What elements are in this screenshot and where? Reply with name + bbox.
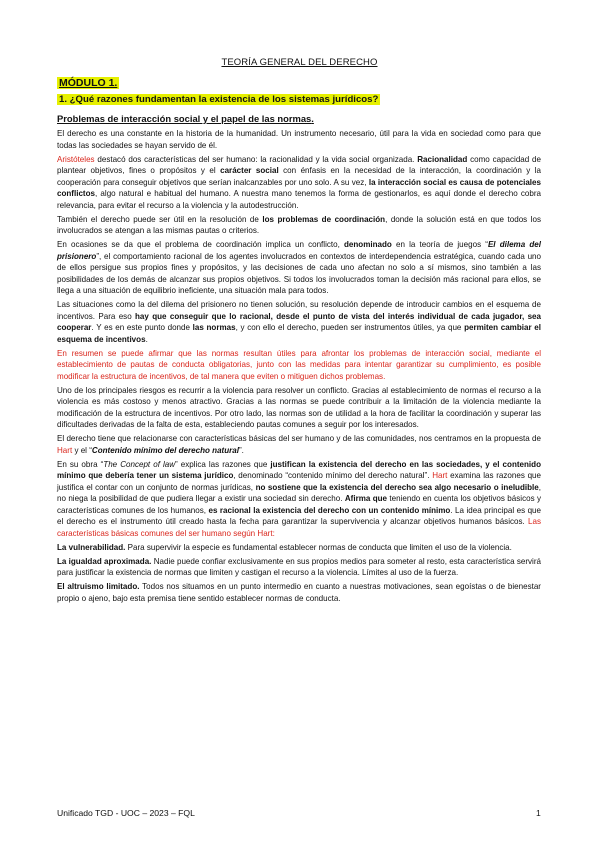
document-body: [57, 128, 541, 607]
text-run: ”, el comportamiento racional de los agentes involucrados en contextos de interdependencia estratégica, cuando cada uno de ellos persigue sus propios fines y propósitos, y las decisiones de cada uno afectan no solo a sí mismos, sino también a las posibilidades de los demás de alcanzar sus propios objetivos. Si todos los involucrados toman la decisión más racional para ellos, se llega a una situación de equilibrio ineficiente, una situación mala para todos.: [57, 251, 541, 295]
text-run: , y con ello el derecho, pueden ser instrumentos útiles, ya que: [235, 323, 465, 332]
paragraph: [57, 433, 541, 456]
text-run: carácter social: [220, 166, 279, 175]
text-run: , denominado “contenido mínimo del derecho natural”.: [233, 471, 433, 480]
text-run: El derecho es una constante en la historia de la humanidad. Un instrumento necesario, útil para la vida en sociedad como para que todas las sociedades se hayan servido de él.: [57, 129, 541, 150]
text-run: También el derecho puede ser útil en la resolución de: [57, 214, 263, 224]
text-run: la interacción social es causa de potenciales conflictos: [57, 177, 541, 198]
footer-text: Unificado TGD - UOC – 2023 – FQL: [57, 808, 195, 818]
text-run: , no niega la posibilidad de que pudiera llegar a existir una sociedad sin derecho.: [57, 482, 541, 503]
paragraph: [57, 348, 541, 383]
text-run: Aristóteles: [57, 154, 95, 164]
text-run: Uno de los principales riesgos es recurrir a la violencia para resolver un conflicto. Gracias al establecimiento de normas el recurso a la violencia es más costoso y menos atractivo. Gracias a las normas se puede contribuir a la limitación de la violencia mediante la modificación de la estructura de incentivos. Por otro lado, las normas son de utilidad a la hora de facilitar la coordinación y superar las dificultades derivadas de la falta de esta, estableciendo pautas comunes a seguir por los interesados.: [57, 385, 541, 429]
text-run: los problemas de coordinación: [262, 214, 386, 224]
text-run: El derecho tiene que relacionarse con características básicas del ser humano y de las comunidades, nos centramos en la propuesta de: [57, 434, 541, 443]
text-run: permiten cambiar el esquema de incentivos: [57, 323, 541, 344]
text-run: El dilema del prisionero: [57, 240, 541, 261]
text-run: Hart: [57, 445, 73, 455]
text-run: Las situaciones como la del dilema del prisionero no tienen solución, su resolución depende de introducir cambios en el esquema de incentivos. Para eso: [57, 300, 541, 321]
text-run: Contenido mínimo del derecho natural: [91, 445, 239, 455]
text-run: justifican la existencia del derecho en las sociedades, y el contenido mínimo que debería tener un sistema jurídico: [57, 459, 541, 480]
text-run: destacó dos características del ser humano: la racionalidad y la vida social organizada.: [94, 154, 418, 164]
text-run: Racionalidad: [417, 154, 468, 164]
document-title: TEORÍA GENERAL DEL DERECHO: [221, 57, 378, 68]
text-run: Afirma que: [344, 494, 388, 503]
text-run: . Y es en este punto donde: [91, 323, 193, 332]
text-run: las normas: [192, 323, 236, 332]
text-run: , algo natural e habitual del humano. A nuestra mano tenemos la forma de gestionarlos, es aquí donde el derecho cobra relevancia, para evitar el recurso a la violencia y la autodestrucción.: [57, 189, 541, 210]
text-run: The Concept of law: [103, 459, 176, 469]
text-run: examina las razones que justifica el contar con un conjunto de normas jurídicas,: [57, 471, 541, 492]
text-run: Para supervivir la especie es fundamental establecer normas de conducta que limiten el uso de la violencia.: [125, 542, 512, 552]
text-run: El altruismo limitado.: [57, 582, 140, 591]
question-heading: 1. ¿Qué razones fundamentan la existencia de los sistemas jurídicos?: [59, 94, 379, 105]
paragraph: [57, 385, 541, 431]
page-number: 1: [536, 808, 541, 818]
module-heading: MÓDULO 1.: [59, 77, 118, 89]
paragraph: [57, 556, 541, 579]
text-run: Hart: [432, 471, 448, 480]
paragraph: [57, 154, 541, 212]
text-run: En ocasiones se da que el problema de coordinación implica un conflicto,: [57, 240, 344, 249]
text-run: , donde la solución está en que todos los involucrados se atengan a las mismas pautas o criterios.: [57, 214, 541, 235]
text-run: Las características básicas comunes del ser humano según Hart:: [57, 517, 541, 538]
paragraph: [57, 581, 541, 604]
text-run: . La idea principal es que el derecho es el instrumento útil creado hasta la fecha para garantizar la supervivencia y alcanzar objetivos humanos básicos.: [57, 505, 541, 526]
text-run: ”.: [238, 445, 244, 455]
text-run: En resumen se puede afirmar que las normas resultan útiles para afrontar los problemas de interacción social, mediante el establecimiento de pautas de conducta obligatorias, junto con las medidas para intentar garantizar su cumplimiento, es posible modificar la estructura de incentivos, de tal manera que eviten o mitiguen dichos problemas.: [57, 348, 541, 381]
text-run: La igualdad aproximada.: [57, 556, 152, 566]
text-run: ” explica las razones que: [175, 459, 271, 469]
text-run: Todos nos situamos en un punto intermedio en cuanto a nuestras motivaciones, sean egoístas o de bienestar propio o ajeno, bajo esta premisa tiene sentido establecer normas de conducta.: [57, 582, 541, 603]
text-run: En su obra “: [57, 459, 104, 469]
text-run: La vulnerabilidad.: [57, 542, 126, 552]
paragraph: [57, 542, 541, 554]
text-run: denominado: [344, 240, 392, 249]
text-run: .: [145, 334, 148, 344]
text-run: Nadie puede confiar exclusivamente en sus propios medios para someter al resto, esta característica servirá para justificar la existencia de normas que limiten y castigan el recurso a la violencia. Límites al uso de la fuerza.: [57, 556, 541, 577]
paragraph: [57, 299, 541, 345]
text-run: y el “: [72, 445, 92, 455]
text-run: no sostiene que la existencia del derecho sea algo necesario o ineludible: [255, 482, 539, 492]
section-heading: Problemas de interacción social y el papel de las normas.: [57, 113, 314, 124]
text-run: teniendo en cuenta los objetivos básicos y características comunes de los humanos,: [57, 494, 541, 515]
paragraph: [57, 459, 541, 540]
text-run: hay que conseguir que lo racional, desde el punto de vista del interés individual de cada jugador, sea cooperar: [57, 311, 542, 332]
paragraph: [57, 214, 541, 237]
section-heading-text: Problemas de interacción social y el papel de las normas: [57, 113, 312, 124]
text-run: como capacidad de plantear objetivos, fines o propósitos y el: [57, 154, 541, 175]
text-run: es racional la existencia del derecho con un contenido mínimo: [208, 505, 451, 515]
paragraph: [57, 128, 541, 151]
paragraph: [57, 239, 541, 297]
text-run: en la teoría de juegos “: [391, 240, 488, 249]
text-run: con énfasis en la necesidad de la interacción, la coordinación y la cooperación para conseguir objetivos que serían inalcanzables por uno solo. A su vez,: [57, 166, 541, 187]
